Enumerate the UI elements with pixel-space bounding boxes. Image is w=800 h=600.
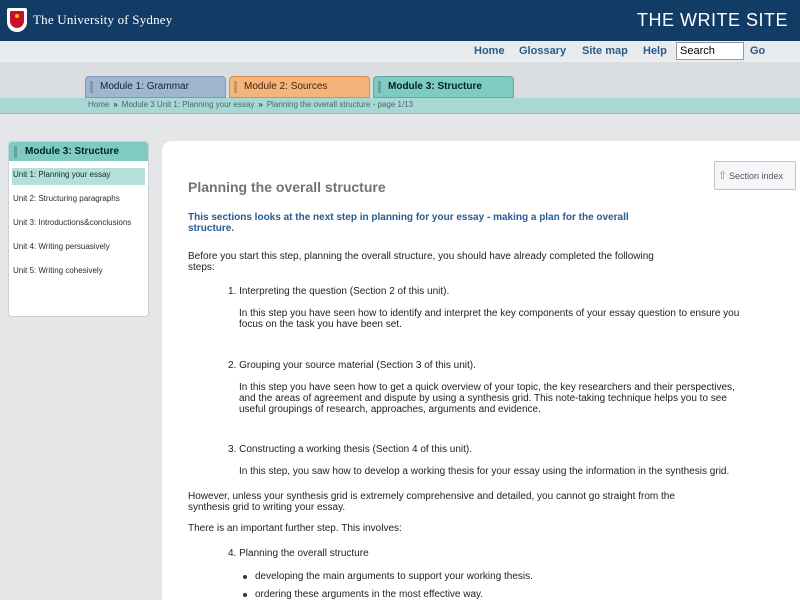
step-3-description: In this step, you saw how to develop a working thesis for your essay using the information in the synthesis grid. bbox=[239, 466, 730, 477]
tab-label: Module 1: Grammar bbox=[100, 81, 189, 92]
module-tabs bbox=[0, 62, 800, 98]
breadcrumb-home-link[interactable]: Home bbox=[88, 100, 110, 109]
university-logo[interactable] bbox=[7, 8, 172, 32]
list-item: ordering these arguments in the most effective way. bbox=[255, 589, 484, 600]
section-index-button[interactable] bbox=[714, 161, 796, 190]
step-2-heading: 2. Grouping your source material (Section 3 of this unit). bbox=[228, 360, 476, 371]
site-title: THE WRITE SITE bbox=[637, 10, 788, 30]
step-2-description: In this step you have seen how to get a quick overview of your topic, the key researchers and their perspectives, and the areas of agreement and dispute by using a synthesis grid. This note-taking technique helps you to see useful groupings of research, approaches, arguments and evidence. bbox=[239, 382, 735, 415]
breadcrumb-bar bbox=[0, 98, 800, 114]
tab-module-2-sources[interactable] bbox=[229, 76, 370, 98]
nav-help-link[interactable]: Help bbox=[643, 45, 667, 57]
sidebar-item-unit-4[interactable]: Unit 4: Writing persuasively bbox=[13, 242, 110, 251]
breadcrumb-current: Planning the overall structure - page 1/13 bbox=[266, 100, 414, 109]
list-item: developing the main arguments to support your working thesis. bbox=[255, 571, 533, 582]
paragraph-further-step: There is an important further step. This involves: bbox=[188, 523, 402, 534]
page-title: Planning the overall structure bbox=[188, 179, 386, 195]
bullet-icon bbox=[243, 593, 247, 597]
breadcrumb bbox=[88, 100, 413, 109]
main-content bbox=[162, 141, 800, 600]
nav-home-link[interactable]: Home bbox=[474, 45, 505, 57]
paragraph-before-steps: Before you start this step, planning the overall structure, you should have already completed the following steps: bbox=[188, 251, 654, 273]
section-index-label: Section index bbox=[729, 171, 784, 181]
sidebar-item-unit-1[interactable]: Unit 1: Planning your essay bbox=[12, 168, 145, 185]
tab-label: Module 3: Structure bbox=[388, 81, 482, 92]
step-3-heading: 3. Constructing a working thesis (Section 4 of this unit). bbox=[228, 444, 473, 455]
search-input[interactable] bbox=[676, 42, 744, 60]
tab-label: Module 2: Sources bbox=[244, 81, 328, 92]
sidebar bbox=[8, 141, 149, 317]
university-name: The University of Sydney bbox=[33, 12, 173, 27]
bullet-icon bbox=[243, 575, 247, 579]
university-crest-icon bbox=[7, 8, 27, 32]
intro-text: This sections looks at the next step in planning for your essay - making a plan for the overall structure. bbox=[188, 212, 629, 234]
nav-glossary-link[interactable]: Glossary bbox=[519, 45, 567, 57]
breadcrumb-separator: » bbox=[258, 100, 263, 109]
nav-site-map-link[interactable]: Site map bbox=[582, 45, 628, 57]
breadcrumb-unit-link[interactable]: Module 3 Unit 1: Planning your essay bbox=[121, 100, 255, 109]
sidebar-item-unit-3[interactable]: Unit 3: Introductions&conclusions bbox=[13, 218, 132, 227]
sidebar-item-unit-2[interactable]: Unit 2: Structuring paragraphs bbox=[13, 194, 120, 203]
step-4-heading: 4. Planning the overall structure bbox=[228, 548, 369, 559]
tab-module-3-structure[interactable] bbox=[373, 76, 514, 98]
step-1-heading: 1. Interpreting the question (Section 2 of this unit). bbox=[228, 286, 450, 297]
search-go-button[interactable]: Go bbox=[750, 45, 766, 57]
sidebar-item-unit-5[interactable]: Unit 5: Writing cohesively bbox=[13, 266, 103, 275]
up-arrow-icon: ⇧ bbox=[718, 170, 728, 182]
paragraph-however: However, unless your synthesis grid is extremely comprehensive and detailed, you cannot go straight from the synthesis grid to writing your essay. bbox=[188, 491, 675, 513]
sidebar-title: Module 3: Structure bbox=[9, 142, 148, 161]
site-header bbox=[0, 0, 800, 41]
step-1-description: In this step you have seen how to identify and interpret the key components of your essay question to ensure you focus on the task you have been set. bbox=[239, 308, 740, 330]
top-nav bbox=[0, 41, 800, 62]
breadcrumb-separator: » bbox=[113, 100, 118, 109]
tab-module-1-grammar[interactable] bbox=[85, 76, 226, 98]
